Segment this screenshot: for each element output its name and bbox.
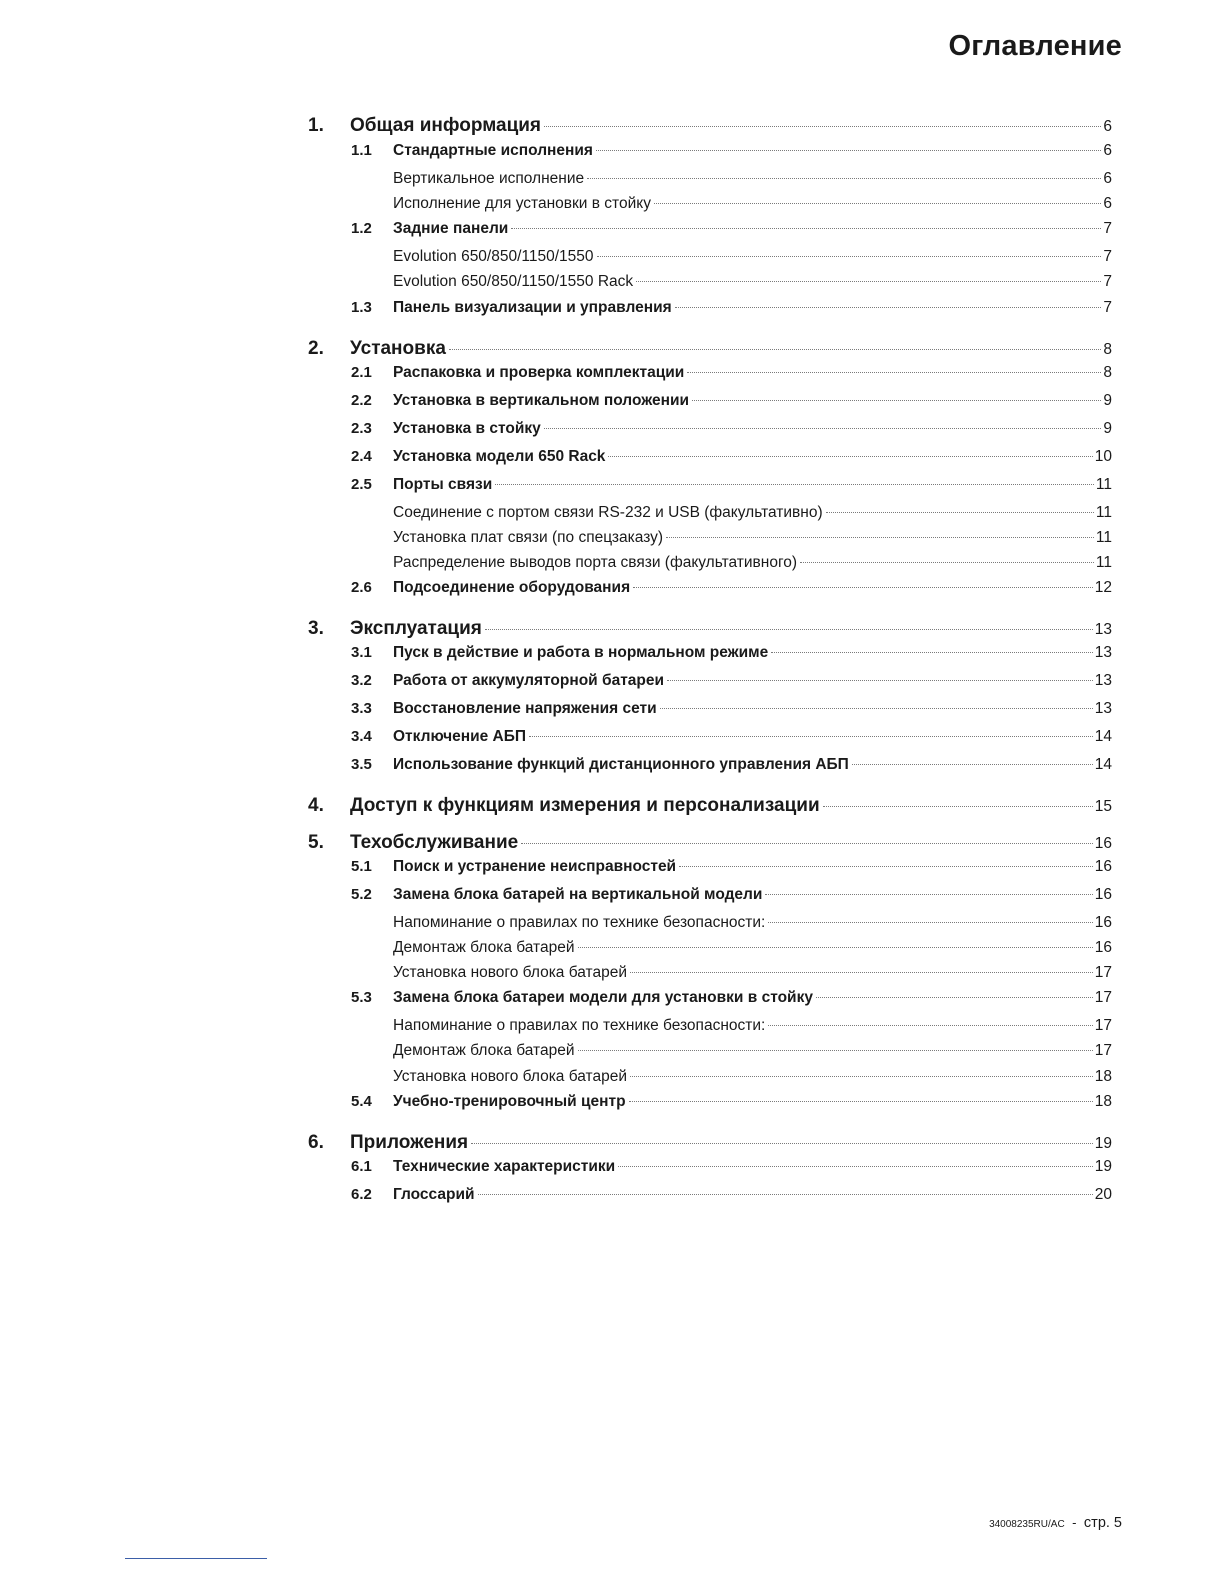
toc-entry-line bbox=[350, 1132, 1112, 1154]
toc-entry-line bbox=[393, 1158, 1112, 1176]
dot-leader bbox=[630, 971, 1093, 973]
page-number: стр. 5 bbox=[1083, 1515, 1122, 1531]
toc-entry-line bbox=[393, 858, 1112, 876]
dot-leader bbox=[816, 996, 1093, 998]
toc-entry-number: 2.1 bbox=[351, 364, 372, 381]
toc-entry-page: 8 bbox=[1103, 364, 1112, 381]
toc-entry-page: 7 bbox=[1103, 299, 1112, 316]
toc-entry-page: 17 bbox=[1094, 1042, 1112, 1059]
dot-leader bbox=[578, 1049, 1093, 1051]
dot-leader bbox=[826, 511, 1094, 513]
toc-entry-line bbox=[393, 1093, 1112, 1111]
toc-entry-title: Установка в стойку bbox=[393, 420, 541, 437]
toc-entry-number: 1. bbox=[308, 115, 324, 136]
toc-entry-line bbox=[350, 115, 1112, 137]
toc-entry[interactable] bbox=[0, 448, 1224, 472]
toc-entry-title: Технические характеристики bbox=[393, 1158, 616, 1175]
toc-entry-title: Соединение с портом связи RS-232 и USB (факультативно) bbox=[393, 504, 823, 521]
toc-entry-number: 1.1 bbox=[351, 142, 372, 159]
toc-entry-page: 16 bbox=[1094, 858, 1112, 875]
toc-entry-title: Исполнение для установки в стойку bbox=[393, 195, 651, 212]
dot-leader bbox=[544, 427, 1102, 429]
dot-leader bbox=[768, 1024, 1092, 1026]
toc-entry-title: Стандартные исполнения bbox=[393, 142, 593, 159]
toc-entry-number: 2.3 bbox=[351, 420, 372, 437]
toc-entry-line bbox=[393, 939, 1112, 957]
dot-leader bbox=[495, 483, 1094, 485]
toc-entry[interactable] bbox=[0, 392, 1224, 416]
toc-entry-page: 14 bbox=[1094, 728, 1112, 745]
toc-entry-number: 6.1 bbox=[351, 1158, 372, 1175]
toc-entry-page: 18 bbox=[1094, 1068, 1112, 1085]
toc-entry-line bbox=[393, 579, 1112, 597]
toc-entry-line bbox=[350, 795, 1112, 817]
toc-entry-line bbox=[393, 420, 1112, 438]
toc-entry-line bbox=[393, 529, 1112, 547]
toc-entry-page: 10 bbox=[1094, 448, 1112, 465]
toc-entry-number: 2.5 bbox=[351, 476, 372, 493]
toc-entry-number: 2. bbox=[308, 338, 324, 359]
dot-leader bbox=[529, 735, 1093, 737]
dot-leader bbox=[618, 1165, 1093, 1167]
toc-entry-line bbox=[393, 170, 1112, 188]
dot-leader bbox=[692, 399, 1101, 401]
dot-leader bbox=[608, 455, 1092, 457]
toc-entry-line bbox=[393, 248, 1112, 266]
toc-entry-page: 16 bbox=[1094, 886, 1112, 903]
toc-entry-title: Панель визуализации и управления bbox=[393, 299, 672, 316]
page-footer bbox=[989, 1514, 1122, 1532]
dot-leader bbox=[654, 202, 1101, 204]
toc-entry-title: Замена блока батарей на вертикальной модели bbox=[393, 886, 763, 903]
toc-entry-number: 3.1 bbox=[351, 644, 372, 661]
toc-entry-number: 3. bbox=[308, 618, 324, 639]
toc-entry[interactable] bbox=[0, 529, 1224, 553]
toc-entry-title: Установка нового блока батарей bbox=[393, 964, 627, 981]
toc-entry[interactable] bbox=[0, 939, 1224, 963]
toc-entry-line bbox=[393, 1017, 1112, 1035]
toc-entry-line bbox=[393, 554, 1112, 572]
toc-entry-title: Приложения bbox=[350, 1132, 469, 1153]
dot-leader bbox=[852, 763, 1093, 765]
toc-entry[interactable] bbox=[0, 964, 1224, 988]
toc-entry-title: Использование функций дистанционного управления АБП bbox=[393, 756, 849, 773]
dot-leader bbox=[630, 1075, 1093, 1077]
toc-entry[interactable] bbox=[0, 554, 1224, 578]
dot-leader bbox=[478, 1193, 1093, 1195]
toc-entry[interactable] bbox=[0, 795, 1224, 819]
toc-entry[interactable] bbox=[0, 338, 1224, 362]
toc-entry-number: 5. bbox=[308, 832, 324, 853]
toc-entry-page: 13 bbox=[1094, 621, 1112, 638]
toc-entry[interactable] bbox=[0, 142, 1224, 166]
toc-entry[interactable] bbox=[0, 618, 1224, 642]
toc-entry-title: Задние панели bbox=[393, 220, 509, 237]
toc-entry-line bbox=[393, 142, 1112, 160]
dot-leader bbox=[660, 707, 1093, 709]
toc-entry-title: Пуск в действие и работа в нормальном режиме bbox=[393, 644, 769, 661]
toc-entry-number: 5.1 bbox=[351, 858, 372, 875]
toc-entry-page: 16 bbox=[1094, 939, 1112, 956]
toc-entry[interactable] bbox=[0, 700, 1224, 724]
toc-entry[interactable] bbox=[0, 273, 1224, 297]
toc-entry-number: 1.3 bbox=[351, 299, 372, 316]
dot-leader bbox=[636, 280, 1101, 282]
toc-entry[interactable] bbox=[0, 728, 1224, 752]
toc-entry-page: 18 bbox=[1094, 1093, 1112, 1110]
toc-entry-title: Распаковка и проверка комплектации bbox=[393, 364, 685, 381]
toc-entry[interactable] bbox=[0, 644, 1224, 668]
toc-entry[interactable] bbox=[0, 170, 1224, 194]
toc-entry[interactable] bbox=[0, 1158, 1224, 1182]
dot-leader bbox=[666, 536, 1094, 538]
dot-leader bbox=[471, 1142, 1093, 1144]
toc-entry-page: 7 bbox=[1103, 220, 1112, 237]
toc-entry-line bbox=[393, 448, 1112, 466]
toc-entry-title: Эксплуатация bbox=[350, 618, 482, 639]
toc-entry[interactable] bbox=[0, 299, 1224, 323]
toc-entry-number: 6.2 bbox=[351, 1186, 372, 1203]
toc-entry[interactable] bbox=[0, 420, 1224, 444]
toc-entry-line bbox=[350, 832, 1112, 854]
dot-leader bbox=[511, 227, 1101, 229]
toc-entry[interactable] bbox=[0, 1186, 1224, 1210]
toc-entry[interactable] bbox=[0, 1068, 1224, 1092]
toc-entry-line bbox=[393, 195, 1112, 213]
toc-entry-page: 6 bbox=[1103, 142, 1112, 159]
toc-entry-title: Напоминание о правилах по технике безопасности: bbox=[393, 914, 766, 931]
toc-entry-page: 19 bbox=[1094, 1135, 1112, 1152]
toc-entry-page: 13 bbox=[1094, 644, 1112, 661]
toc-entry[interactable] bbox=[0, 1132, 1224, 1156]
toc-entry-page: 15 bbox=[1094, 798, 1112, 815]
toc-entry-page: 19 bbox=[1094, 1158, 1112, 1175]
toc-entry-page: 8 bbox=[1103, 341, 1112, 358]
toc-entry-title: Демонтаж блока батарей bbox=[393, 1042, 575, 1059]
toc-entry-line bbox=[393, 700, 1112, 718]
dot-leader bbox=[675, 306, 1102, 308]
toc-entry-line bbox=[393, 728, 1112, 746]
toc-entry-title: Установка модели 650 Rack bbox=[393, 448, 606, 465]
toc-entry-title: Техобслуживание bbox=[350, 832, 519, 853]
dot-leader bbox=[679, 865, 1093, 867]
dot-leader bbox=[521, 842, 1093, 844]
toc-entry-line bbox=[393, 476, 1112, 494]
toc-entry[interactable] bbox=[0, 1042, 1224, 1066]
toc-entry-title: Распределение выводов порта связи (факультативного) bbox=[393, 554, 798, 571]
toc-entry[interactable] bbox=[0, 195, 1224, 219]
toc-entry[interactable] bbox=[0, 1017, 1224, 1041]
toc-entry-page: 6 bbox=[1103, 170, 1112, 187]
document-code: 34008235RU/AC bbox=[989, 1519, 1065, 1530]
toc-entry-title: Общая информация bbox=[350, 115, 542, 136]
toc-entry-line bbox=[393, 299, 1112, 317]
toc-entry-title: Напоминание о правилах по технике безопасности: bbox=[393, 1017, 766, 1034]
toc-entry-page: 20 bbox=[1094, 1186, 1112, 1203]
toc-entry-number: 5.4 bbox=[351, 1093, 372, 1110]
toc-entry-line bbox=[393, 914, 1112, 932]
toc-entry[interactable] bbox=[0, 504, 1224, 528]
dot-leader bbox=[771, 651, 1093, 653]
toc-entry-title: Установка bbox=[350, 338, 446, 359]
toc-entry[interactable] bbox=[0, 248, 1224, 272]
toc-entry-line bbox=[393, 644, 1112, 662]
toc-entry-page: 16 bbox=[1094, 835, 1112, 852]
toc-entry-page: 17 bbox=[1094, 989, 1112, 1006]
toc-entry-page: 17 bbox=[1094, 1017, 1112, 1034]
toc-entry-line bbox=[393, 1186, 1112, 1204]
toc-entry-number: 4. bbox=[308, 795, 324, 816]
toc-entry-page: 17 bbox=[1094, 964, 1112, 981]
toc-entry-title: Порты связи bbox=[393, 476, 493, 493]
dot-leader bbox=[768, 921, 1092, 923]
toc-entry-title: Установка нового блока батарей bbox=[393, 1068, 627, 1085]
toc-entry-line bbox=[350, 618, 1112, 640]
toc-entry-title: Доступ к функциям измерения и персонализации bbox=[350, 795, 820, 816]
toc-entry-line bbox=[350, 338, 1112, 360]
toc-entry-page: 12 bbox=[1094, 579, 1112, 596]
toc-entry-title: Демонтаж блока батарей bbox=[393, 939, 575, 956]
toc-entry-line bbox=[393, 273, 1112, 291]
toc-entry-page: 9 bbox=[1103, 392, 1112, 409]
toc-entry[interactable] bbox=[0, 672, 1224, 696]
toc-entry-page: 11 bbox=[1095, 554, 1112, 571]
dot-leader bbox=[596, 149, 1101, 151]
toc-entry-title: Работа от аккумуляторной батареи bbox=[393, 672, 665, 689]
toc-entry-page: 6 bbox=[1103, 195, 1112, 212]
toc-entry[interactable] bbox=[0, 756, 1224, 780]
toc-entry-line bbox=[393, 964, 1112, 982]
toc-entry-title: Глоссарий bbox=[393, 1186, 475, 1203]
toc-entry[interactable] bbox=[0, 886, 1224, 910]
toc-entry-title: Учебно-тренировочный центр bbox=[393, 1093, 626, 1110]
dot-leader bbox=[449, 348, 1101, 350]
dot-leader bbox=[629, 1100, 1093, 1102]
toc-entry-number: 6. bbox=[308, 1132, 324, 1153]
toc-entry-page: 7 bbox=[1103, 273, 1112, 290]
toc-entry-number: 5.2 bbox=[351, 886, 372, 903]
toc-entry-line bbox=[393, 220, 1112, 238]
toc-entry[interactable] bbox=[0, 858, 1224, 882]
toc-entry-title: Вертикальное исполнение bbox=[393, 170, 585, 187]
toc-entry-page: 7 bbox=[1103, 248, 1112, 265]
toc-entry[interactable] bbox=[0, 989, 1224, 1013]
page-title: Оглавление bbox=[948, 30, 1122, 62]
toc-entry-number: 3.4 bbox=[351, 728, 372, 745]
toc-entry[interactable] bbox=[0, 476, 1224, 500]
toc-entry-number: 2.6 bbox=[351, 579, 372, 596]
toc-entry-title: Установка плат связи (по спецзаказу) bbox=[393, 529, 664, 546]
toc-entry-line bbox=[393, 364, 1112, 382]
toc-entry[interactable] bbox=[0, 832, 1224, 856]
toc-entry-page: 11 bbox=[1095, 476, 1112, 493]
toc-entry-line bbox=[393, 1042, 1112, 1060]
toc-entry[interactable] bbox=[0, 579, 1224, 603]
dot-leader bbox=[667, 679, 1093, 681]
footer-separator: - bbox=[1072, 1515, 1077, 1530]
toc-entry-page: 11 bbox=[1095, 504, 1112, 521]
dot-leader bbox=[544, 125, 1101, 127]
toc-entry-line bbox=[393, 504, 1112, 522]
toc-entry-line bbox=[393, 1068, 1112, 1086]
toc-entry-title: Evolution 650/850/1150/1550 Rack bbox=[393, 273, 634, 290]
toc-entry-page: 16 bbox=[1094, 914, 1112, 931]
toc-entry-number: 2.2 bbox=[351, 392, 372, 409]
toc-entry-title: Восстановление напряжения сети bbox=[393, 700, 657, 717]
toc-entry-page: 13 bbox=[1094, 700, 1112, 717]
toc-entry-number: 3.2 bbox=[351, 672, 372, 689]
toc-entry-number: 2.4 bbox=[351, 448, 372, 465]
toc-entry-page: 13 bbox=[1094, 672, 1112, 689]
toc-entry-number: 3.3 bbox=[351, 700, 372, 717]
toc-entry-title: Замена блока батареи модели для установки в стойку bbox=[393, 989, 813, 1006]
footer-rule bbox=[125, 1558, 267, 1559]
toc-entry[interactable] bbox=[0, 115, 1224, 139]
toc-entry-title: Evolution 650/850/1150/1550 bbox=[393, 248, 594, 265]
dot-leader bbox=[587, 177, 1101, 179]
toc-entry-title: Установка в вертикальном положении bbox=[393, 392, 690, 409]
toc-entry-line bbox=[393, 392, 1112, 410]
toc-entry-page: 9 bbox=[1103, 420, 1112, 437]
dot-leader bbox=[687, 371, 1101, 373]
toc-entry-line bbox=[393, 886, 1112, 904]
toc-entry-line bbox=[393, 672, 1112, 690]
dot-leader bbox=[597, 255, 1102, 257]
dot-leader bbox=[765, 893, 1092, 895]
toc-entry-page: 11 bbox=[1095, 529, 1112, 546]
toc-entry-line bbox=[393, 989, 1112, 1007]
dot-leader bbox=[633, 586, 1093, 588]
toc-entry-page: 6 bbox=[1103, 118, 1112, 135]
toc-entry-title: Поиск и устранение неисправностей bbox=[393, 858, 677, 875]
toc-entry-number: 1.2 bbox=[351, 220, 372, 237]
toc-entry-number: 5.3 bbox=[351, 989, 372, 1006]
dot-leader bbox=[485, 628, 1093, 630]
toc-entry[interactable] bbox=[0, 220, 1224, 244]
toc-entry[interactable] bbox=[0, 1093, 1224, 1117]
toc-entry-title: Подсоединение оборудования bbox=[393, 579, 631, 596]
toc-entry-page: 14 bbox=[1094, 756, 1112, 773]
toc-entry-line bbox=[393, 756, 1112, 774]
toc-entry-title: Отключение АБП bbox=[393, 728, 526, 745]
dot-leader bbox=[578, 946, 1093, 948]
toc-entry[interactable] bbox=[0, 914, 1224, 938]
toc-entry-number: 3.5 bbox=[351, 756, 372, 773]
dot-leader bbox=[800, 561, 1094, 563]
dot-leader bbox=[823, 805, 1093, 807]
toc-entry[interactable] bbox=[0, 364, 1224, 388]
